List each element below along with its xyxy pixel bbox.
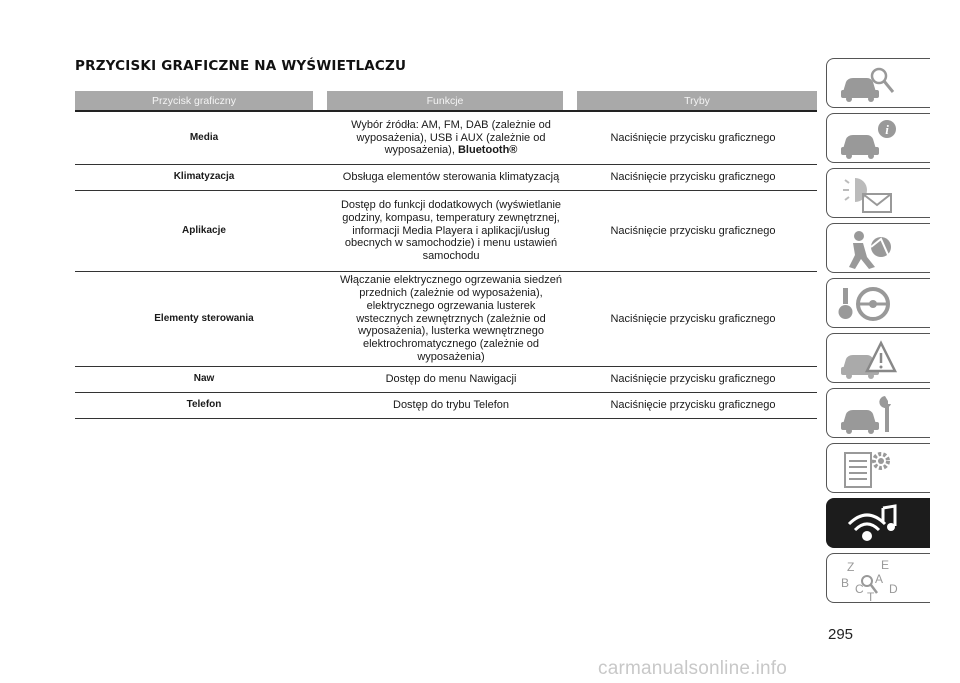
row-mode: Naciśnięcie przycisku graficznego [610, 312, 776, 325]
row-mode: Naciśnięcie przycisku graficznego [610, 224, 776, 237]
table-row [75, 272, 817, 367]
index-letter: C [855, 582, 864, 596]
row-function: Dostęp do menu Nawigacji [385, 373, 517, 386]
row-button-name: Elementy sterowania [154, 312, 254, 324]
row-function-text: Wybór źródła: AM, FM, DAB (zależnie od wyposażenia), USB i AUX (zależnie od wyposażenia), [351, 118, 551, 157]
row-mode: Naciśnięcie przycisku graficznego [610, 171, 776, 184]
car-info-icon [837, 117, 899, 161]
watermark: carmanualsonline.info [598, 658, 788, 679]
tab-starting-driving[interactable] [826, 278, 930, 328]
light-message-icon [837, 172, 899, 216]
row-button-name: Klimatyzacja [173, 171, 235, 183]
tab-servicing[interactable] [826, 388, 930, 438]
index-letter: B [841, 576, 850, 590]
table-row [75, 367, 817, 393]
graphic-buttons-table [75, 91, 817, 419]
car-warning-icon [837, 337, 899, 381]
row-mode: Naciśnięcie przycisku graficznego [610, 131, 776, 144]
table-row [75, 112, 817, 165]
row-mode: Naciśnięcie przycisku graficznego [610, 399, 776, 412]
row-button-name: Telefon [186, 399, 222, 411]
svg-text:i: i [885, 122, 889, 137]
tab-safety[interactable] [826, 223, 930, 273]
index-letter: T [867, 590, 875, 601]
table-row [75, 165, 817, 191]
index-letter: A [875, 572, 884, 586]
tab-multimedia[interactable] [826, 498, 930, 548]
row-function: Obsługa elementów sterowania klimatyzacją [342, 171, 560, 184]
alphabet-index-icon [837, 557, 899, 601]
row-function: Dostęp do funkcji dodatkowych (wyświetlanie godziny, kompasu, temperatury zewnętrznej, informacji Media Playera i aplikacji/usług obecnych w samochodzie) i menu ustawień samochodu [340, 199, 562, 263]
airbag-person-icon [837, 227, 899, 271]
wheel-key-icon [837, 282, 899, 326]
index-letter: E [881, 558, 890, 572]
header-functions: Funkcje [327, 91, 563, 110]
row-button-name: Aplikacje [182, 224, 226, 236]
row-button-name: Media [189, 131, 219, 143]
table-row [75, 393, 817, 419]
row-mode: Naciśnięcie przycisku graficznego [610, 373, 776, 386]
header-modes: Tryby [577, 91, 817, 110]
car-wrench-icon [837, 392, 899, 436]
row-function: Dostęp do trybu Telefon [393, 399, 509, 412]
table-header [75, 91, 817, 112]
row-button-name: Naw [193, 373, 215, 385]
tab-car-search[interactable] [826, 58, 930, 108]
page-number: 295 [828, 626, 854, 643]
specs-gear-icon [837, 447, 899, 491]
header-graphic-button: Przycisk graficzny [75, 91, 313, 110]
index-letter: Z [847, 560, 855, 574]
row-function-bold: Bluetooth® [457, 144, 518, 157]
tab-emergency[interactable] [826, 333, 930, 383]
tab-technical-data[interactable] [826, 443, 930, 493]
tab-index[interactable] [826, 553, 930, 603]
multimedia-music-icon [837, 502, 899, 546]
car-search-icon [837, 62, 899, 106]
tab-car-info[interactable] [826, 113, 930, 163]
table-row [75, 191, 817, 272]
index-letter: D [889, 582, 898, 596]
row-function: Włączanie elektrycznego ogrzewania siedzeń przednich (zależnie od wyposażenia), elektrycznego ogrzewania lusterek wstecznych zewnętrznych (zależnie od wyposażenia), lusterka wewnętrznego elektrochromatycznego (zależnie od wyposażenia) [340, 274, 562, 363]
page-title: PRZYCISKI GRAFICZNE NA WYŚWIETLACZU [75, 58, 407, 74]
row-function [333, 112, 569, 164]
tab-lights-messages[interactable] [826, 168, 930, 218]
